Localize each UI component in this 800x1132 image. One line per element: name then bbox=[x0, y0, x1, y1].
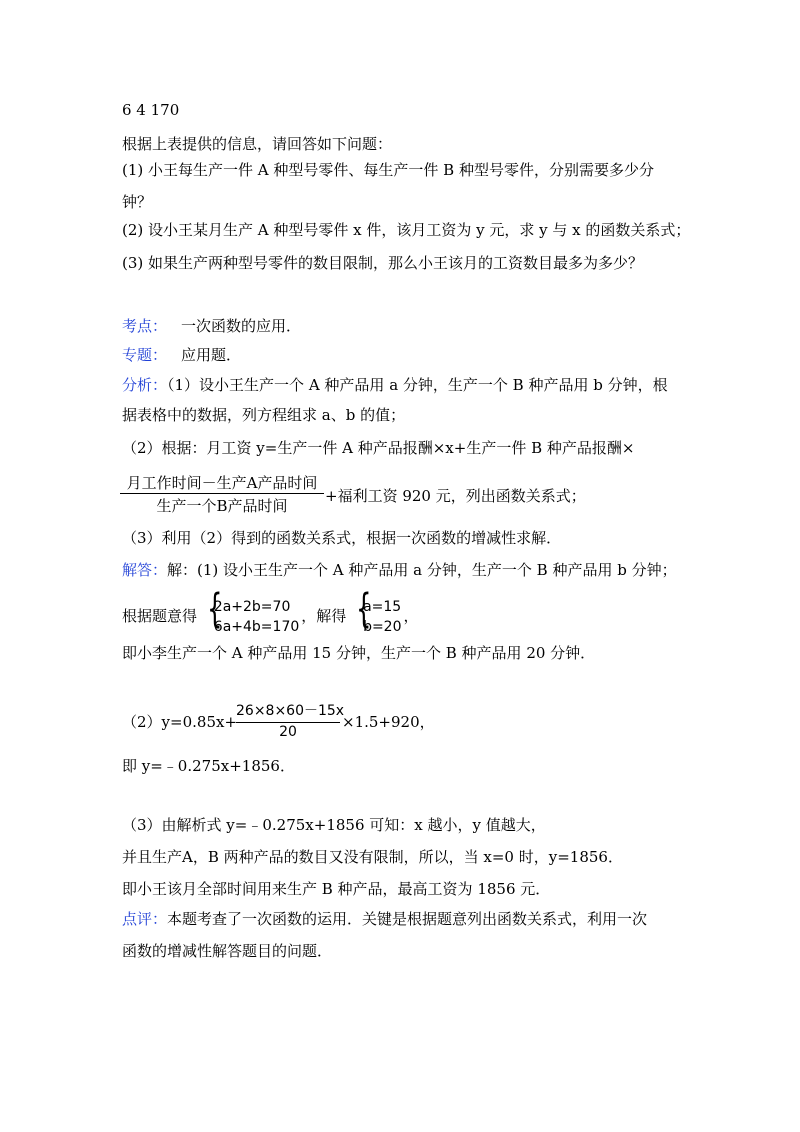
kaodian-text: 一次函数的应用． bbox=[181, 317, 302, 335]
zhuanti-label: 专题： bbox=[122, 346, 168, 364]
fraction-numerator: 月工作时间－生产A产品时间 bbox=[126, 474, 318, 492]
question-1-line1: (1) 小王每生产一件 A 种型号零件、每生产一件 B 种型号零件，分别需要多少分 bbox=[122, 161, 654, 179]
brace-icon: { bbox=[206, 586, 223, 632]
kaodian-row bbox=[122, 316, 301, 336]
intro-text: 根据上表提供的信息，请回答如下问题： bbox=[122, 135, 393, 153]
part2-numerator: 26×8×60－15x bbox=[236, 703, 345, 719]
jieda-label: 解答： bbox=[122, 561, 168, 579]
fenxi-text-1: （1）设小王生产一个 A 种产品用 a 分钟，生产一个 B 种产品用 b 分钟，根 bbox=[167, 376, 668, 394]
analysis-fraction bbox=[120, 472, 324, 516]
table-last-row: 6 4 170 bbox=[122, 101, 180, 119]
fraction-denominator: 生产一个B产品时间 bbox=[156, 497, 288, 515]
part3-line-3: 即小王该月全部时间用来生产 B 种产品，最高工资为 1856 元． bbox=[122, 880, 551, 898]
solution-1: a=15 bbox=[363, 599, 402, 615]
question-3: (3) 如果生产两种型号零件的数目限制，那么小王该月的工资数目最多为多少？ bbox=[122, 254, 644, 272]
fenxi-text-3: （2）根据：月工资 y=生产一件 A 种产品报酬×x+生产一件 B 种产品报酬× bbox=[122, 439, 635, 457]
part2-denominator: 20 bbox=[279, 724, 297, 740]
dianping-text-2: 函数的增减性解答题目的问题． bbox=[122, 942, 333, 960]
fenxi-text-4: +福利工资 920 元，列出函数关系式； bbox=[325, 487, 586, 505]
jieda-text-3: 即小李生产一个 A 种产品用 15 分钟，生产一个 B 种产品用 20 分钟． bbox=[122, 644, 596, 662]
part2-result: 即 y=﹣0.275x+1856． bbox=[122, 757, 295, 775]
part2-fraction-bar bbox=[236, 722, 340, 723]
fraction-bar bbox=[120, 493, 324, 494]
solution-system bbox=[353, 586, 402, 637]
zhuanti-row bbox=[122, 345, 241, 365]
equation-system-row bbox=[122, 586, 419, 637]
zhuanti-text: 应用题． bbox=[181, 346, 242, 364]
part2-prefix: （2）y=0.85x+ bbox=[122, 713, 238, 731]
equation-system bbox=[204, 586, 300, 637]
system-mid: ，解得 bbox=[301, 607, 347, 625]
part3-line-1: （3）由解析式 y=﹣0.275x+1856 可知：x 越小，y 值越大， bbox=[122, 816, 546, 834]
part3-line-2: 并且生产A，B 两种产品的数目又没有限制，所以，当 x=0 时，y=1856． bbox=[122, 848, 623, 866]
part2-fraction bbox=[236, 700, 345, 744]
fenxi-text-5: （3）利用（2）得到的函数关系式，根据一次函数的增减性求解． bbox=[122, 529, 562, 547]
question-1-line2: 钟？ bbox=[122, 193, 153, 211]
dianping-row bbox=[122, 909, 647, 929]
solution-2: b=20 bbox=[363, 619, 402, 635]
equation-1: 2a+2b=70 bbox=[213, 599, 291, 615]
brace-icon: { bbox=[356, 586, 372, 632]
system-post: ， bbox=[403, 607, 419, 625]
fenxi-text-2: 据表格中的数据，列方程组求 a、b 的值； bbox=[122, 406, 406, 424]
dianping-text-1: 本题考查了一次函数的运用．关键是根据题意列出函数关系式，利用一次 bbox=[167, 910, 648, 928]
dianping-label: 点评： bbox=[122, 910, 168, 928]
question-2: (2) 设小王某月生产 A 种型号零件 x 件，该月工资为 y 元，求 y 与 x 的函数关系式； bbox=[122, 221, 691, 239]
jieda-text-1: 解：(1) 设小王生产一个 A 种产品用 a 分钟，生产一个 B 种产品用 b 分钟； bbox=[167, 561, 677, 579]
kaodian-label: 考点： bbox=[122, 317, 168, 335]
jieda-row bbox=[122, 560, 677, 580]
fenxi-label: 分析： bbox=[122, 376, 168, 394]
system-intro: 根据题意得 bbox=[122, 607, 198, 625]
part2-suffix: ×1.5+920， bbox=[342, 713, 435, 731]
equation-2: 6a+4b=170 bbox=[213, 619, 300, 635]
fenxi-row bbox=[122, 375, 668, 395]
